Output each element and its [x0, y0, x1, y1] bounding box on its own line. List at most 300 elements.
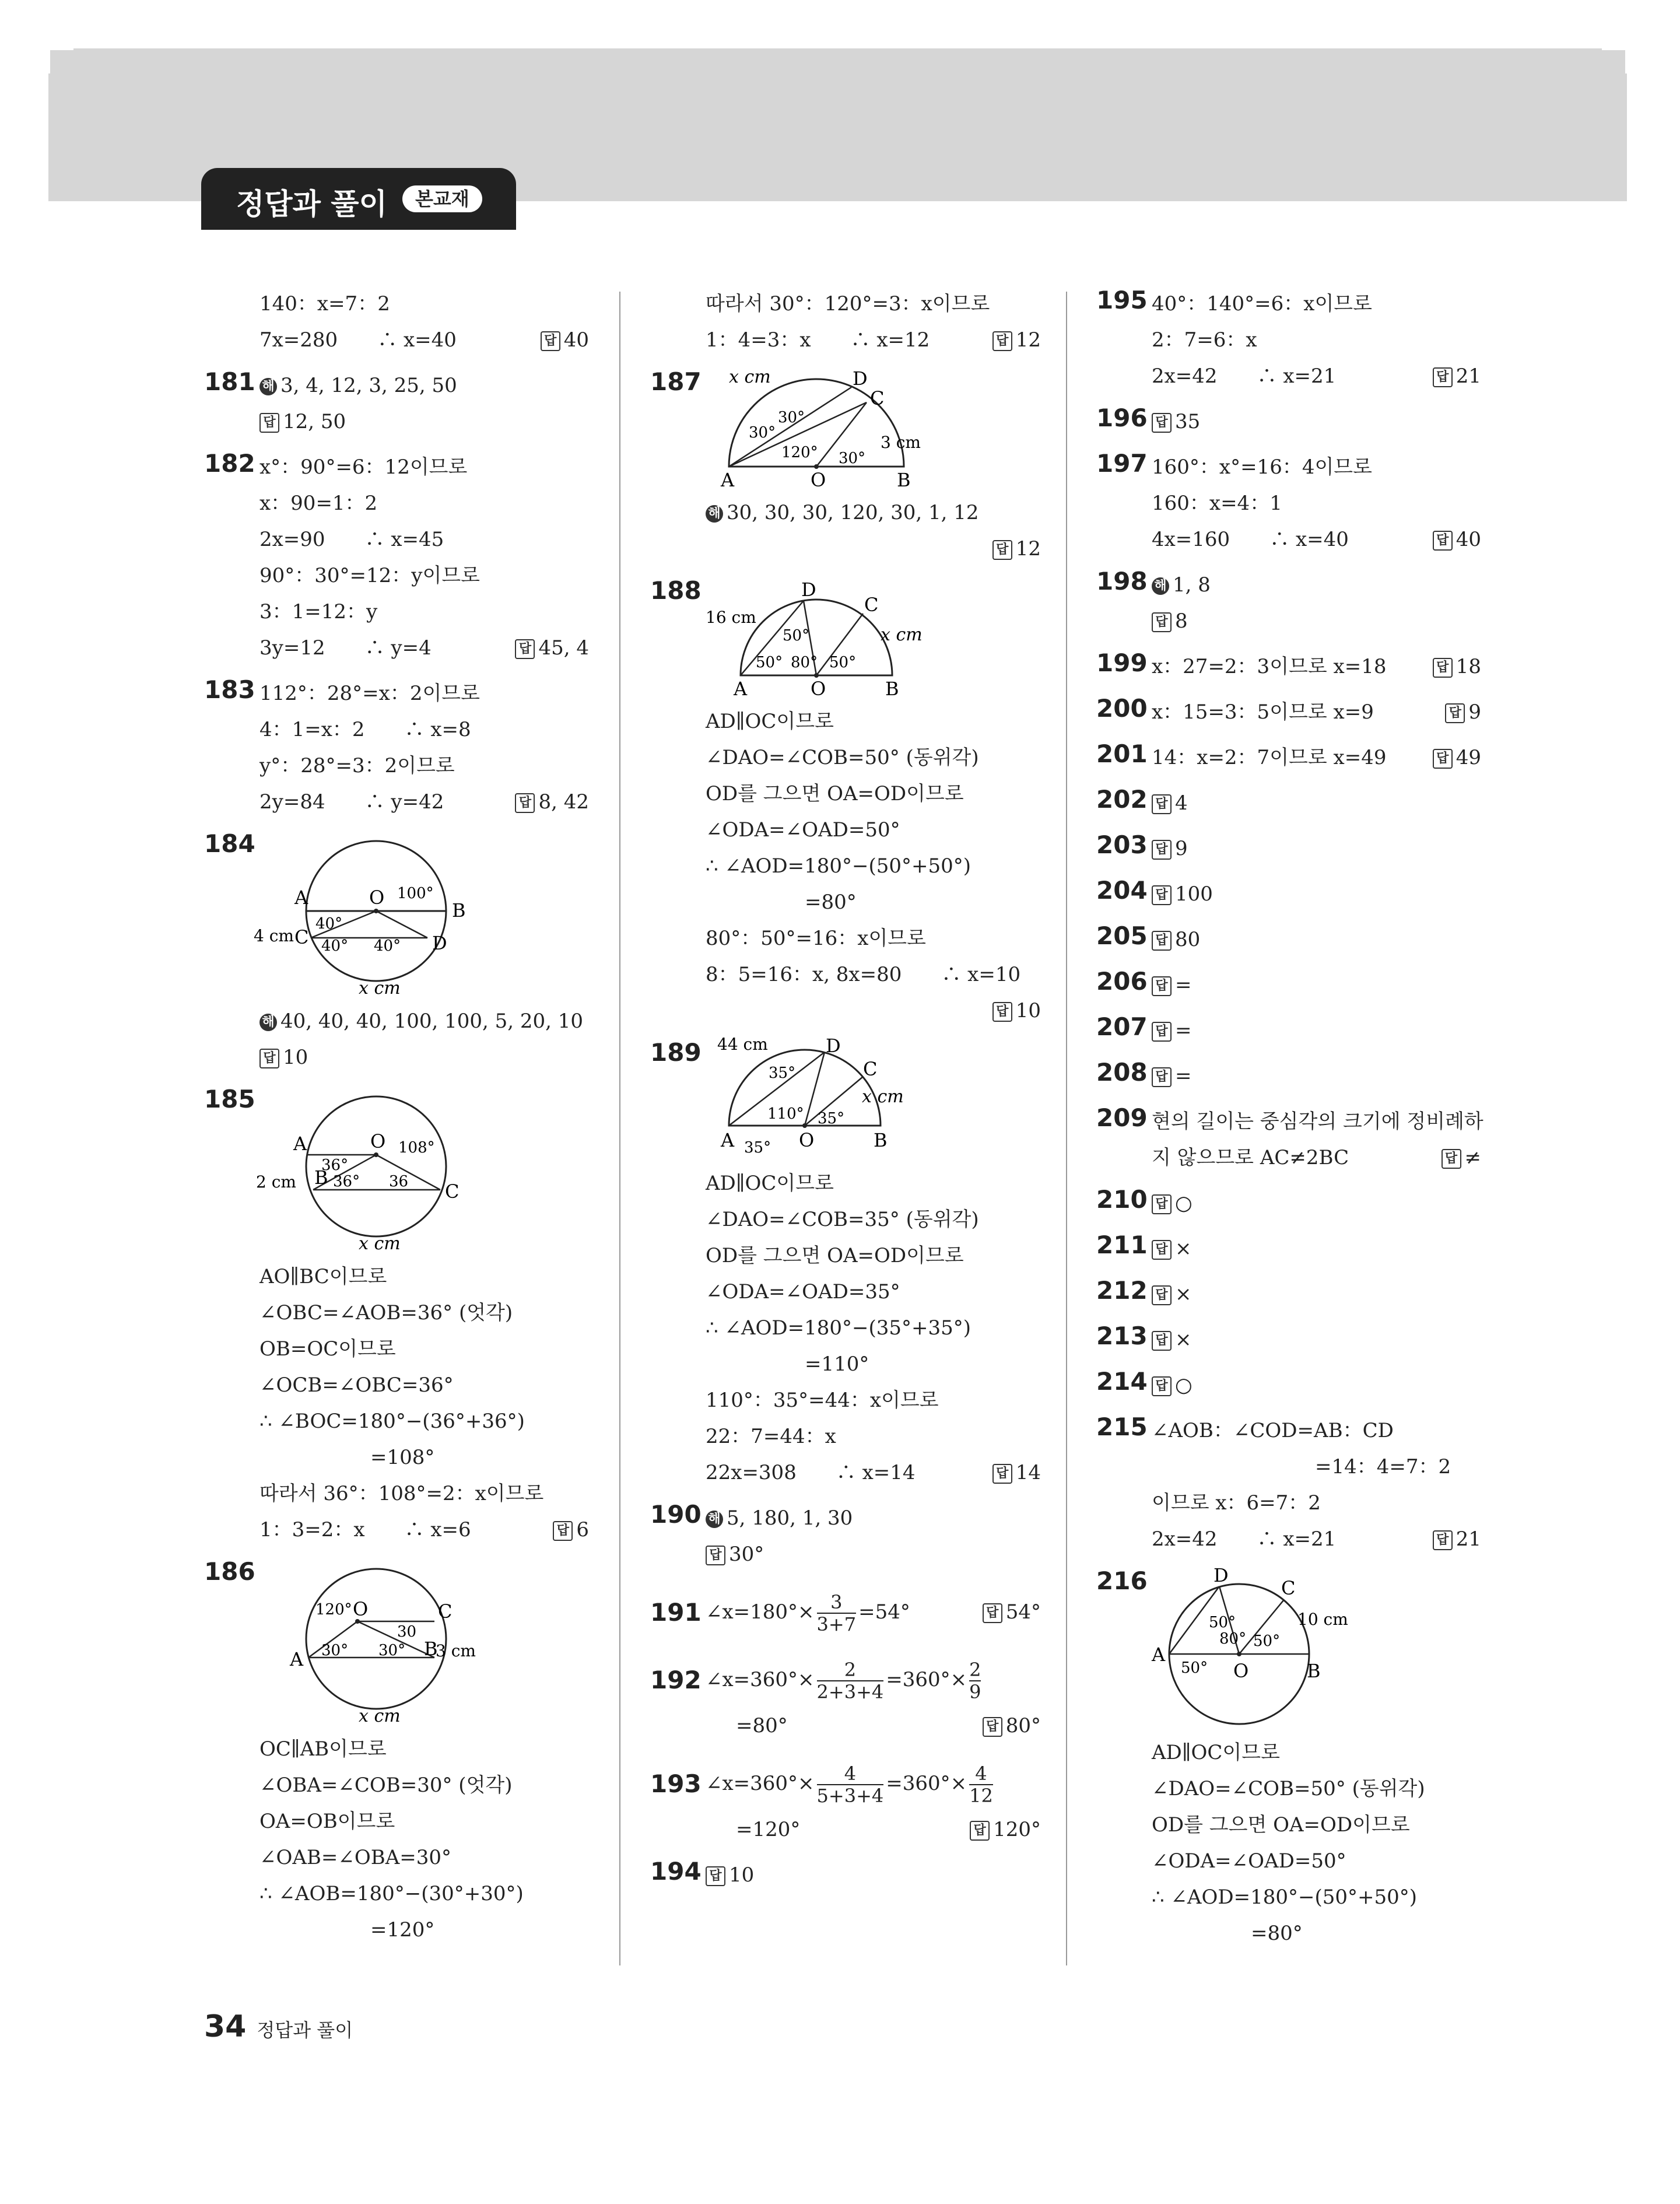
problem-192: [650, 1652, 1041, 1744]
angle-label: 36°: [333, 1173, 360, 1190]
text-line: 14：x=2：7이므로 x=49: [1152, 746, 1387, 769]
label-c: C: [863, 1058, 878, 1080]
answer-mark-icon: 답: [1152, 1285, 1172, 1305]
footer-label: 정답과 풀이: [257, 2019, 353, 2041]
problem-number: 205: [1096, 921, 1148, 950]
problem-183: [204, 675, 589, 820]
answer-mark-icon: 답: [553, 1521, 573, 1541]
answer-value: 30°: [729, 1543, 764, 1566]
text-line: OD를 그으면 OA=OD이므로: [706, 1244, 964, 1267]
circle-figure-184: [254, 829, 481, 998]
problem-number: 213: [1096, 1322, 1148, 1350]
problem-195: [1096, 286, 1481, 394]
text-line: =120°: [370, 1918, 435, 1942]
problem-number: 197: [1096, 449, 1148, 478]
answer-mark-icon: 답: [1152, 885, 1172, 905]
label-d: D: [826, 1035, 841, 1057]
text-line: ∴ ∠AOB=180°−(30°+30°): [259, 1882, 524, 1905]
problem-number: 185: [204, 1085, 255, 1113]
fraction: [969, 1763, 993, 1806]
answer-value: 9: [1175, 837, 1188, 860]
text-line: OA=OB이므로: [259, 1810, 395, 1833]
problem-198: [1096, 567, 1481, 639]
answer: [515, 784, 589, 820]
angle-label: 120°: [315, 1601, 352, 1618]
text-line: 1：3=2：x ∴ x=6: [259, 1518, 471, 1541]
problem-184: [204, 829, 589, 1075]
column-3: [1096, 286, 1481, 1961]
fraction: [817, 1659, 884, 1702]
answer-value: ×: [1175, 1237, 1192, 1260]
answer-value: ○: [1175, 1192, 1193, 1215]
angle-label: 40°: [321, 937, 349, 955]
circle-figure-216: [1152, 1564, 1373, 1730]
answer-value: 100: [1175, 882, 1213, 906]
length-label: 3 cm: [436, 1641, 476, 1660]
angle-label: 40°: [315, 915, 343, 933]
problem-number: 181: [204, 367, 255, 396]
angle-label: 35°: [744, 1139, 771, 1157]
text-line: ∴ ∠AOD=180°−(50°+50°): [706, 854, 971, 878]
angle-label: 50°: [1181, 1659, 1208, 1677]
angle-label: 40°: [374, 937, 401, 955]
answer-mark-icon: 답: [970, 1821, 990, 1841]
answer-value: =: [1175, 1019, 1192, 1042]
answer-mark-icon: 답: [259, 413, 279, 433]
answer-mark-icon: 답: [1152, 612, 1172, 632]
answer-mark-icon: 답: [1152, 1376, 1172, 1396]
answer-mark-icon: 답: [992, 540, 1012, 560]
answer-value: 8, 42: [538, 790, 589, 814]
answer: [553, 1512, 589, 1548]
page-footer: [204, 2009, 353, 2044]
answer-value: 9: [1468, 700, 1481, 724]
problem-200: [1096, 694, 1481, 730]
label-b: B: [452, 899, 466, 921]
problem-number: 189: [650, 1038, 702, 1067]
problem-number: 182: [204, 449, 255, 478]
answer: [983, 1708, 1041, 1744]
problem-197: [1096, 449, 1481, 558]
text-line: =80°: [736, 1714, 788, 1737]
text-line: 160：x=4：1: [1152, 492, 1282, 515]
problem-211: [1096, 1231, 1481, 1267]
arc-label: x cm: [729, 367, 771, 387]
problem-193: [650, 1756, 1041, 1848]
answer-value: =: [1175, 973, 1192, 997]
answer-value: 6: [576, 1518, 589, 1541]
problem-number: 195: [1096, 286, 1148, 314]
problem-216: [1096, 1564, 1481, 1951]
label-a: A: [294, 886, 308, 909]
angle-label: 30°: [378, 1642, 406, 1659]
problem-209: [1096, 1103, 1481, 1176]
answer: [1433, 521, 1481, 558]
label-a: A: [290, 1648, 304, 1670]
page-number: 34: [204, 2009, 247, 2044]
answer-mark-icon: 답: [983, 1603, 1002, 1623]
solution-text: 3, 4, 12, 3, 25, 50: [280, 374, 457, 397]
problem-number: 198: [1096, 567, 1148, 595]
text-line: 2x=42 ∴ x=21: [1152, 365, 1337, 388]
answer-mark-icon: 답: [992, 331, 1012, 351]
text-line: AD∥OC이므로: [1152, 1741, 1280, 1764]
text-line: 2x=90 ∴ x=45: [259, 528, 444, 551]
fraction: [817, 1592, 857, 1635]
problem-187: [650, 367, 1041, 567]
answer: [992, 1455, 1041, 1491]
problem-191: [650, 1584, 1041, 1640]
answer-mark-icon: 답: [515, 639, 535, 659]
angle-label: 30°: [321, 1642, 349, 1659]
text-line: OB=OC이므로: [259, 1337, 396, 1361]
semicircle-figure-189: [706, 1035, 939, 1161]
label-b: B: [314, 1166, 328, 1189]
answer-mark-icon: 답: [1152, 931, 1172, 951]
answer: [992, 531, 1041, 567]
fraction-denominator: 5+3+4: [816, 1785, 884, 1807]
answer-value: 54°: [1005, 1600, 1041, 1624]
answer: [992, 322, 1041, 358]
label-d: D: [432, 932, 447, 954]
answer-mark-icon: 답: [1152, 976, 1172, 996]
answer-value: =: [1175, 1064, 1192, 1088]
angle-label: 36°: [321, 1157, 349, 1174]
answer-value: 120°: [993, 1818, 1041, 1841]
text-line: 22x=308 ∴ x=14: [706, 1461, 916, 1484]
answer: [1433, 740, 1481, 776]
problem-number: 212: [1096, 1276, 1148, 1305]
text-line: 따라서 30°：120°=3：x이므로: [706, 292, 990, 316]
problem-204: [1096, 876, 1481, 912]
text-line: 3y=12 ∴ y=4: [259, 636, 432, 660]
answer-value: 21: [1455, 365, 1481, 388]
angle-label: 50°: [783, 627, 810, 644]
label-a: A: [721, 469, 735, 491]
answer-mark-icon: 답: [541, 331, 560, 351]
problem-188: [650, 576, 1041, 1029]
semicircle-figure-187: [706, 367, 939, 490]
text-line: ∴ ∠AOD=180°−(35°+35°): [706, 1316, 971, 1340]
problem-number: 183: [204, 675, 255, 704]
answer-mark-icon: 답: [1152, 413, 1172, 433]
answer: [1433, 358, 1481, 394]
equation-middle: =360°×: [886, 1772, 967, 1795]
text-line: =80°: [805, 891, 857, 914]
label-c: C: [445, 1180, 460, 1203]
answer-value: 35: [1175, 410, 1201, 433]
answer-value: 21: [1455, 1527, 1481, 1551]
answer: [1433, 649, 1481, 685]
text-line: ∠OAB=∠OBA=30°: [259, 1846, 452, 1869]
answer-value: 45, 4: [538, 636, 589, 660]
solution-mark-icon: 해: [706, 1511, 723, 1528]
answer-mark-icon: 답: [1152, 1194, 1172, 1214]
answer-value: 80°: [1005, 1714, 1041, 1737]
text-line: 160°：x°=16：4이므로: [1152, 455, 1372, 479]
label-c: C: [870, 387, 885, 409]
problem-number: 216: [1096, 1567, 1148, 1595]
answer-value: 12: [1015, 537, 1041, 560]
text-line: 따라서 36°：108°=2：x이므로: [259, 1482, 544, 1505]
problem-213: [1096, 1322, 1481, 1358]
answer: [992, 993, 1041, 1029]
label-a: A: [734, 678, 748, 700]
fraction-numerator: 2: [969, 1659, 981, 1681]
answer-mark-icon: 답: [515, 793, 535, 813]
answer-mark-icon: 답: [1433, 367, 1453, 387]
problem-number: 209: [1096, 1103, 1148, 1132]
problem-182: [204, 449, 589, 666]
equation-left: ∠x=180°×: [706, 1600, 815, 1624]
angle-label: 110°: [767, 1105, 804, 1123]
angle-label: 50°: [1253, 1632, 1281, 1650]
text-line: =110°: [805, 1352, 869, 1376]
label-o: O: [811, 678, 826, 700]
text-line: 22：7=44：x: [706, 1425, 836, 1448]
text-line: x：27=2：3이므로 x=18: [1152, 655, 1387, 678]
length-label: 3 cm: [881, 433, 921, 452]
answer-mark-icon: 답: [1152, 1067, 1172, 1087]
angle-label: 80°: [791, 654, 818, 671]
problem-number: 188: [650, 576, 702, 605]
angle-label: 50°: [829, 654, 857, 671]
answer-mark-icon: 답: [992, 1002, 1012, 1022]
text-line: OD를 그으면 OA=OD이므로: [706, 782, 964, 805]
arc-label: x cm: [359, 1706, 401, 1726]
fraction: [817, 1763, 884, 1806]
label-b: B: [874, 1129, 888, 1151]
answer-mark-icon: 답: [706, 1866, 725, 1886]
answer-value: ≠: [1464, 1146, 1481, 1169]
text-line: 8：5=16：x, 8x=80 ∴ x=10: [706, 963, 1021, 986]
text-line: 이므로 x：6=7：2: [1152, 1491, 1321, 1515]
problem-number: 191: [650, 1598, 702, 1627]
problem-number: 208: [1096, 1058, 1148, 1087]
text-line: 110°：35°=44：x이므로: [706, 1389, 939, 1412]
answer-mark-icon: 답: [259, 1049, 279, 1068]
problem-number: 190: [650, 1500, 702, 1529]
text-line: ∠DAO=∠COB=35° (동위각): [706, 1208, 979, 1231]
label-c: C: [294, 926, 309, 948]
label-b: B: [897, 469, 911, 491]
solution-mark-icon: 해: [259, 378, 277, 395]
angle-label: 35°: [769, 1064, 796, 1082]
angle-label: 50°: [1209, 1614, 1236, 1631]
answer-value: ×: [1175, 1283, 1192, 1306]
fraction-numerator: 4: [969, 1763, 993, 1785]
text-line: ∠DAO=∠COB=50° (동위각): [706, 746, 979, 769]
length-label: 44 cm: [717, 1035, 768, 1054]
label-a: A: [1152, 1644, 1166, 1666]
fraction-denominator: 9: [969, 1681, 981, 1703]
answer-value: 18: [1455, 655, 1481, 678]
text-line: 7x=280 ∴ x=40: [259, 328, 457, 352]
solution-text: 1, 8: [1173, 573, 1211, 597]
label-b: B: [885, 678, 899, 700]
text-line: ∠OCB=∠OBC=36°: [259, 1373, 454, 1397]
equation-left: ∠x=360°×: [706, 1772, 815, 1795]
equation-left: ∠x=360°×: [706, 1668, 815, 1691]
angle-label: 50°: [756, 654, 783, 671]
label-c: C: [438, 1600, 453, 1623]
text-line: 140：x=7：2: [259, 292, 390, 316]
text-line: =14：4=7：2: [1315, 1455, 1451, 1478]
text-line: ∴ ∠AOD=180°−(50°+50°): [1152, 1886, 1418, 1909]
answer: [970, 1811, 1041, 1848]
fraction-denominator: 2+3+4: [816, 1681, 884, 1703]
problem-199: [1096, 649, 1481, 685]
text-line: x°：90°=6：12이므로: [259, 455, 468, 479]
text-line: 4：1=x：2 ∴ x=8: [259, 718, 471, 741]
problem-number: 194: [650, 1857, 702, 1886]
length-label: 4 cm: [254, 926, 294, 945]
text-line: ∠ODA=∠OAD=50°: [706, 818, 900, 842]
problem-number: 196: [1096, 404, 1148, 432]
problem-214: [1096, 1367, 1481, 1403]
angle-label: 108°: [398, 1139, 435, 1157]
problem-185: [204, 1085, 589, 1548]
answer: [1433, 1521, 1481, 1557]
header-tab: [201, 168, 516, 230]
header-badge: 본교재: [402, 185, 482, 212]
length-label: 10 cm: [1297, 1610, 1348, 1629]
answer-mark-icon: 답: [1152, 1240, 1172, 1260]
answer-value: 40: [1455, 528, 1481, 551]
answer-value: 80: [1175, 928, 1201, 951]
label-c: C: [864, 594, 879, 616]
text-line: 80°：50°=16：x이므로: [706, 927, 926, 950]
problem-number: 204: [1096, 876, 1148, 905]
angle-label: 36: [389, 1173, 409, 1190]
answer: [983, 1584, 1041, 1640]
answer-mark-icon: 답: [992, 1464, 1012, 1484]
text-line: =120°: [736, 1818, 801, 1841]
text-line: OD를 그으면 OA=OD이므로: [1152, 1813, 1410, 1837]
problem-number: 210: [1096, 1185, 1148, 1214]
label-b: B: [1307, 1660, 1321, 1682]
problem-number: 199: [1096, 649, 1148, 677]
answer-mark-icon: 답: [1433, 1530, 1453, 1550]
label-o: O: [811, 469, 826, 491]
answer-value: 12, 50: [283, 410, 346, 433]
solution-mark-icon: 해: [706, 505, 723, 523]
semicircle-figure-188: [706, 576, 939, 699]
answer-value: ×: [1175, 1328, 1192, 1351]
column-divider-2: [1066, 292, 1067, 1965]
text-line: AD∥OC이므로: [706, 1172, 834, 1195]
problem-181: [204, 367, 589, 440]
header-title: 정답과 풀이: [236, 187, 387, 221]
text-line: =80°: [1251, 1922, 1303, 1945]
answer-value: 12: [1015, 328, 1041, 352]
column-divider-1: [619, 292, 620, 1965]
problem-180-continued: [204, 286, 589, 358]
label-d: D: [1213, 1564, 1229, 1586]
text-line: AD∥OC이므로: [706, 710, 834, 733]
problem-number: 211: [1096, 1231, 1148, 1259]
problem-186: [204, 1557, 589, 1948]
problem-212: [1096, 1276, 1481, 1312]
solution-mark-icon: 해: [1152, 577, 1169, 595]
text-line: 2x=42 ∴ x=21: [1152, 1527, 1337, 1551]
problem-number: 203: [1096, 831, 1148, 859]
text-line: ∴ ∠BOC=180°−(36°+36°): [259, 1410, 525, 1433]
column-1: [204, 286, 589, 1957]
text-line: ∠OBC=∠AOB=36° (엇각): [259, 1301, 513, 1324]
label-o: O: [370, 1130, 386, 1152]
text-line: 2：7=6：x: [1152, 328, 1257, 352]
arc-label: x cm: [881, 625, 923, 645]
column-2: [650, 286, 1041, 1902]
text-line: 2y=84 ∴ y=42: [259, 790, 444, 814]
answer-mark-icon: 답: [1152, 794, 1172, 814]
text-line: ∠AOB：∠COD=AB：CD: [1152, 1419, 1394, 1442]
text-line: ∠ODA=∠OAD=50°: [1152, 1849, 1346, 1873]
crop-mark-left: [48, 48, 73, 73]
problem-number: 192: [650, 1666, 702, 1694]
equation-right: =54°: [858, 1600, 910, 1624]
answer-mark-icon: 답: [1152, 1022, 1172, 1042]
solution-text: 40, 40, 40, 100, 100, 5, 20, 10: [280, 1010, 584, 1033]
text-line: y°：28°=3：2이므로: [259, 754, 455, 777]
label-o: O: [799, 1129, 815, 1151]
answer: [541, 322, 589, 358]
label-o: O: [353, 1598, 369, 1620]
problem-194: [650, 1857, 1041, 1893]
answer: [515, 630, 589, 666]
fraction: [969, 1659, 981, 1702]
answer: [1445, 694, 1481, 730]
problem-number: 201: [1096, 740, 1148, 768]
angle-label: 30°: [778, 409, 805, 426]
problem-189: [650, 1035, 1041, 1491]
answer-value: 4: [1175, 791, 1188, 815]
answer-mark-icon: 답: [706, 1546, 725, 1565]
text-line: AO∥BC이므로: [259, 1265, 387, 1288]
problem-number: 207: [1096, 1012, 1148, 1041]
problem-215: [1096, 1413, 1481, 1557]
angle-label: 35°: [818, 1110, 845, 1127]
problem-203: [1096, 831, 1481, 867]
text-line: 지 않으므로 AC≠2BC: [1152, 1146, 1349, 1169]
text-line: 90°：30°=12：y이므로: [259, 564, 480, 587]
answer-value: 10: [283, 1046, 308, 1069]
text-line: OC∥AB이므로: [259, 1737, 387, 1761]
text-line: x：15=3：5이므로 x=9: [1152, 700, 1374, 724]
answer: [1441, 1140, 1482, 1176]
solution-mark-icon: 해: [259, 1014, 277, 1031]
problem-number: 215: [1096, 1413, 1148, 1441]
answer-mark-icon: 답: [1152, 1331, 1172, 1351]
label-c: C: [1281, 1577, 1296, 1599]
label-a: A: [721, 1129, 735, 1151]
equation-middle: =360°×: [886, 1668, 967, 1691]
problem-201: [1096, 740, 1481, 776]
text-line: ∠DAO=∠COB=50° (동위각): [1152, 1777, 1425, 1800]
angle-label: 30°: [839, 450, 866, 467]
problem-202: [1096, 785, 1481, 821]
answer-value: 10: [1015, 999, 1041, 1022]
fraction-denominator: 3+7: [816, 1613, 857, 1635]
answer-mark-icon: 답: [1433, 749, 1453, 769]
fraction-denominator: 12: [969, 1785, 993, 1807]
problem-206: [1096, 967, 1481, 1003]
answer-mark-icon: 답: [983, 1717, 1002, 1737]
answer-mark-icon: 답: [1441, 1149, 1461, 1169]
fraction-numerator: 2: [817, 1659, 884, 1681]
text-line: 4x=160 ∴ x=40: [1152, 528, 1349, 551]
